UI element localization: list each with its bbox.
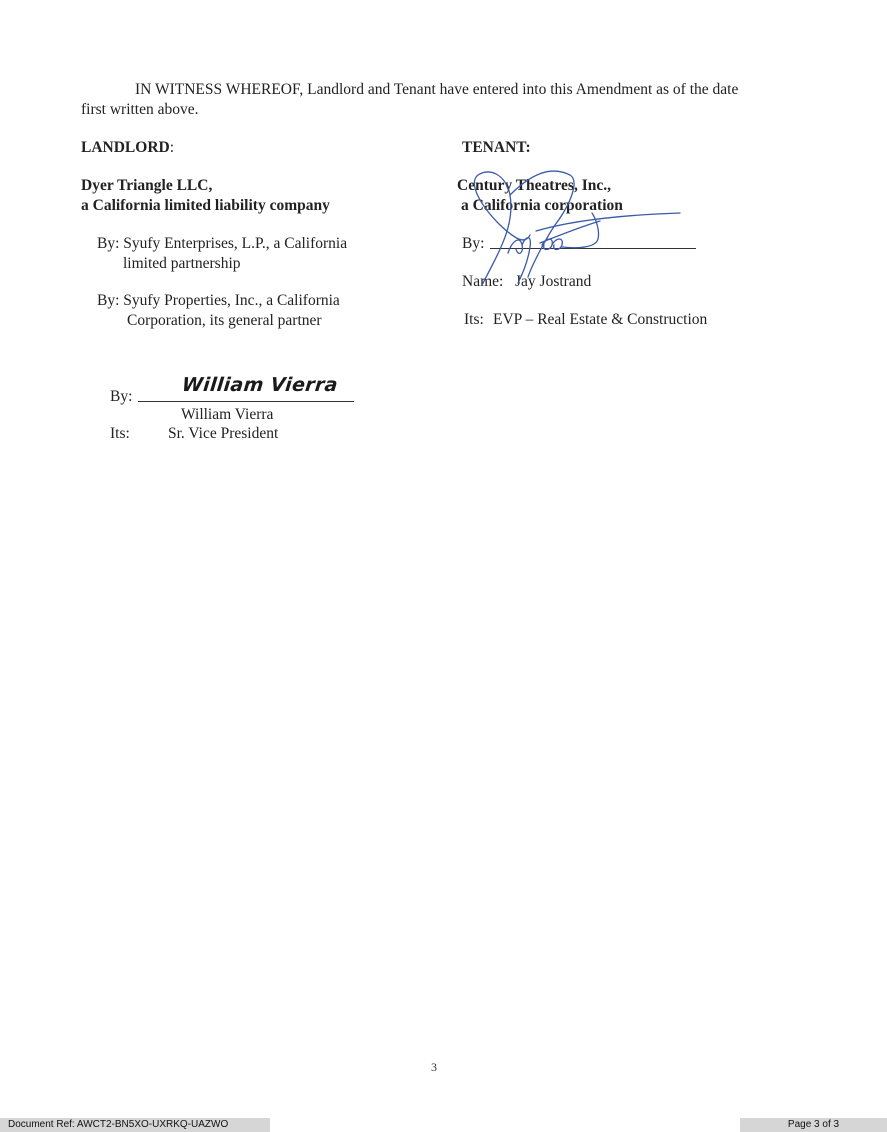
landlord-by2-line1: By: Syufy Properties, Inc., a California: [97, 292, 340, 309]
page-number: 3: [431, 1060, 437, 1074]
landlord-signer-title: Sr. Vice President: [168, 425, 279, 442]
witness-clause-line-1: IN WITNESS WHEREOF, Landlord and Tenant have entered into this Amendment as of the date: [135, 81, 739, 98]
landlord-by1-line2: limited partnership: [123, 255, 241, 272]
tenant-signature-scribble: [470, 165, 690, 295]
document-ref-bar: Document Ref: AWCT2-BN5XO-UXRKQ-UAZWO: [0, 1118, 270, 1132]
page-indicator-bar: Page 3 of 3: [740, 1118, 887, 1132]
landlord-sig-by-label: By:: [110, 388, 133, 405]
landlord-heading-label: LANDLORD: [81, 139, 170, 156]
landlord-signature-line: [138, 401, 354, 402]
tenant-signer-name: Jay Jostrand: [515, 273, 592, 290]
tenant-sig-by-label: By:: [462, 235, 485, 252]
tenant-signer-title: EVP – Real Estate & Construction: [493, 311, 708, 328]
landlord-entity-name: Dyer Triangle LLC,: [81, 177, 213, 194]
tenant-entity-name: Century Theatres, Inc.,: [457, 177, 611, 194]
landlord-heading: [81, 138, 174, 158]
tenant-entity-type: a California corporation: [461, 197, 623, 214]
tenant-its-label: Its:: [464, 311, 484, 328]
tenant-heading: TENANT:: [462, 139, 531, 156]
landlord-its-label: Its:: [110, 425, 130, 442]
landlord-by1-line1: By: Syufy Enterprises, L.P., a California: [97, 235, 348, 252]
tenant-name-label: Name:: [462, 273, 504, 290]
landlord-signer-name: William Vierra: [181, 406, 274, 423]
landlord-heading-colon: :: [169, 139, 175, 156]
landlord-entity-type: a California limited liability company: [81, 197, 330, 214]
landlord-signature: William Vierra: [180, 374, 339, 396]
landlord-by2-line2: Corporation, its general partner: [127, 312, 322, 329]
witness-clause-line-2: first written above.: [81, 101, 199, 118]
